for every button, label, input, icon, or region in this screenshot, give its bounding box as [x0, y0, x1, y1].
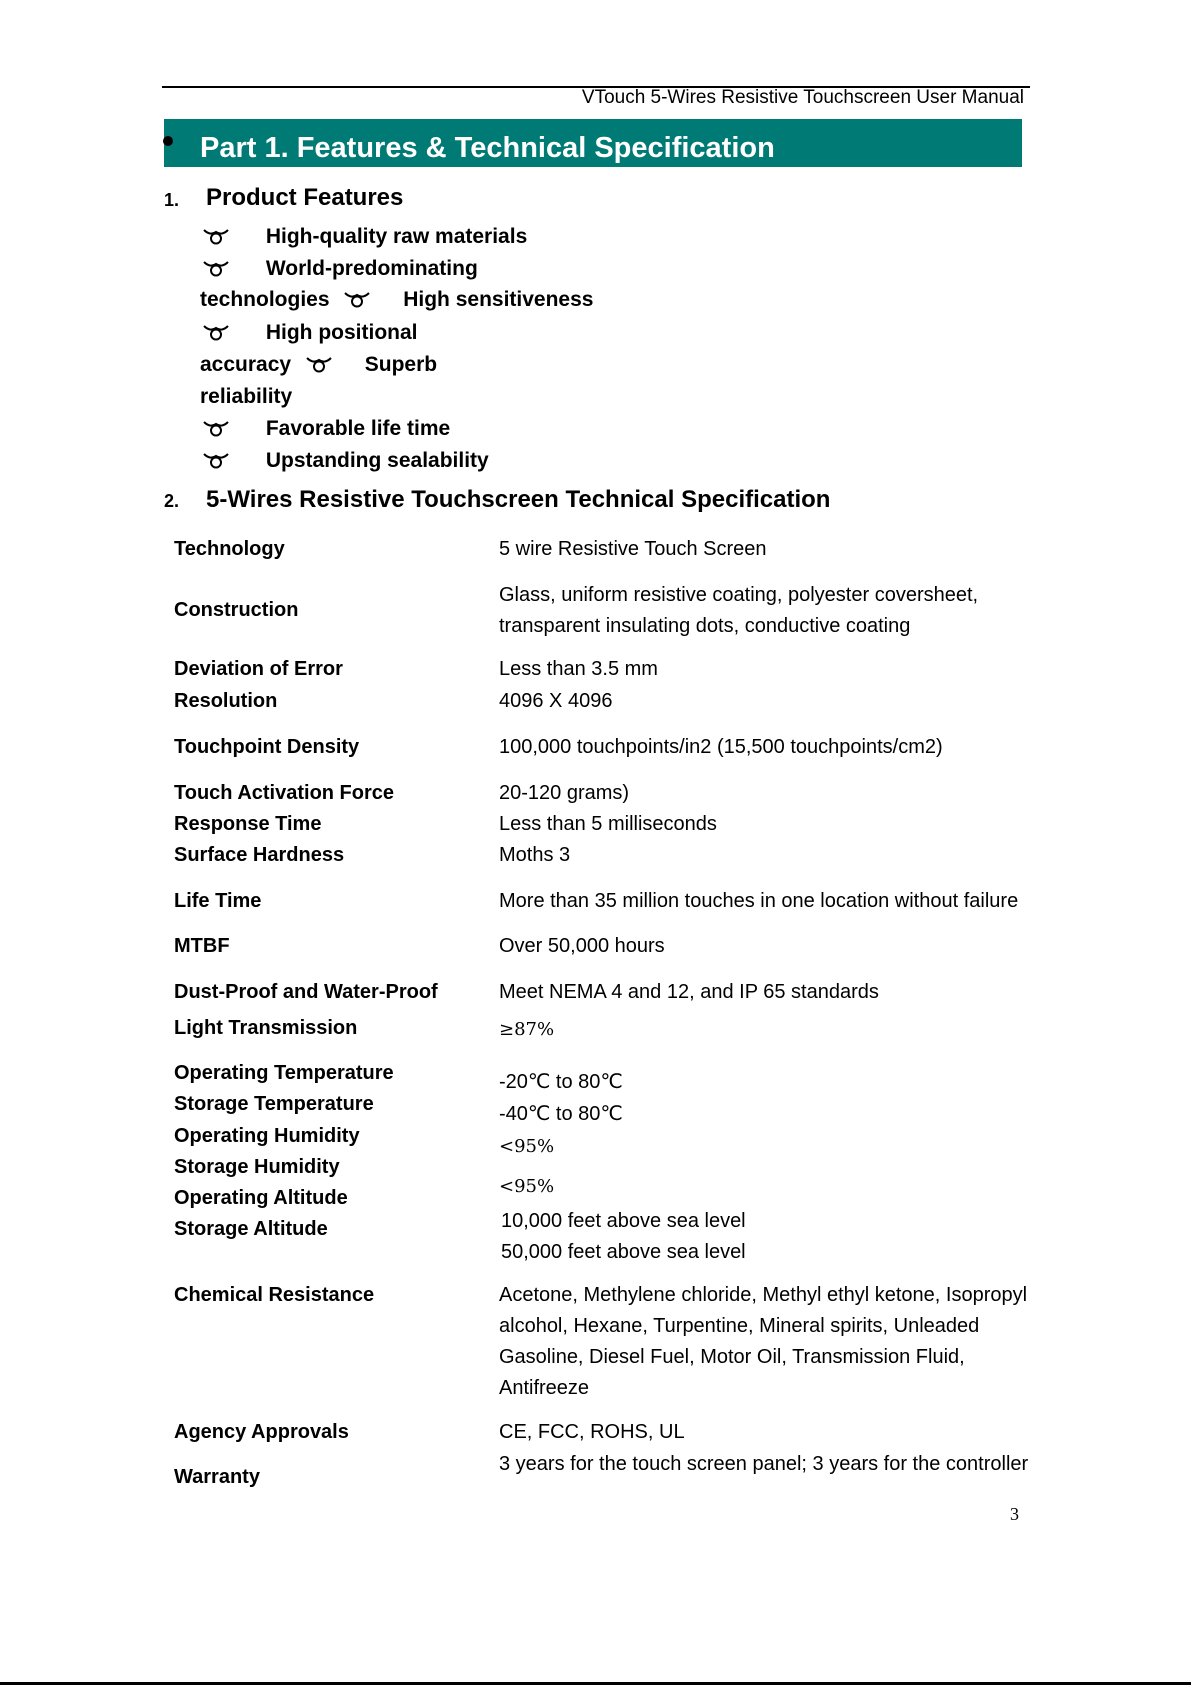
feature-text: Favorable life time	[265, 417, 451, 440]
section-title-features: Product Features	[206, 184, 404, 211]
spec-value-chem: Acetone, Methylene chloride, Methyl ethyl ketone, Isopropyl alcohol, Hexane, Turpentine, Mineral spirits, Unleaded Gasoline, Diesel Fuel, Motor Oil, Transmission Fluid, Antifreeze	[499, 1284, 1028, 1399]
section-number: 1.	[164, 190, 180, 210]
spec-label-life: Life Time	[174, 890, 262, 912]
spec-label-hardness: Surface Hardness	[174, 844, 345, 866]
spec-label-chem: Chemical Resistance	[174, 1284, 375, 1306]
feature-text: Superb	[364, 353, 438, 376]
spec-label-construction: Construction	[174, 599, 299, 621]
taurus-bullet-icon	[202, 451, 230, 469]
taurus-bullet-icon	[343, 290, 371, 308]
taurus-bullet-icon	[202, 419, 230, 437]
feature-text: Upstanding sealability	[265, 449, 489, 472]
feature-line	[202, 224, 527, 250]
section-title-spec: 5-Wires Resistive Touchscreen Technical Specification	[206, 486, 831, 513]
spec-label-op-temp: Operating Temperature	[174, 1062, 394, 1084]
feature-text: accuracy	[200, 353, 292, 376]
section-number: 2.	[164, 491, 180, 511]
spec-value-resolution: 4096 X 4096	[499, 690, 613, 712]
spec-label-resolution: Resolution	[174, 690, 278, 712]
spec-value-light: ≥87%	[499, 1019, 555, 1040]
spec-value-op-temp: -20℃ to 80℃	[499, 1071, 623, 1093]
feature-line	[202, 320, 418, 346]
spec-value-force: 20-120 grams)	[499, 782, 630, 804]
spec-label-force: Touch Activation Force	[174, 782, 395, 804]
spec-value-op-alt: 10,000 feet above sea level	[501, 1210, 746, 1232]
feature-text: High sensitiveness	[403, 288, 594, 311]
spec-value-deviation: Less than 3.5 mm	[499, 658, 658, 680]
spec-value-mtbf: Over 50,000 hours	[499, 935, 665, 957]
spec-label-response: Response Time	[174, 813, 322, 835]
taurus-bullet-icon	[305, 355, 333, 373]
spec-label-light: Light Transmission	[174, 1017, 358, 1039]
feature-text: reliability	[200, 385, 293, 408]
feature-text: High positional	[265, 321, 418, 344]
part-title: Part 1. Features & Technical Specification	[200, 132, 775, 164]
feature-text: World-predominating	[265, 257, 478, 280]
feature-text: technologies	[200, 288, 330, 311]
bullet-dot-icon	[163, 136, 173, 146]
feature-text: High-quality raw materials	[265, 225, 528, 248]
spec-label-dust: Dust-Proof and Water-Proof	[174, 981, 438, 1003]
spec-label-st-hum: Storage Humidity	[174, 1156, 340, 1178]
spec-value-st-temp: -40℃ to 80℃	[499, 1103, 623, 1125]
spec-value-op-hum: <95%	[499, 1136, 555, 1157]
spec-label-warranty: Warranty	[174, 1466, 260, 1488]
taurus-bullet-icon	[202, 323, 230, 341]
spec-value-st-hum: <95%	[499, 1176, 555, 1197]
spec-label-technology: Technology	[174, 538, 285, 560]
spec-value-construction: Glass, uniform resistive coating, polyester coversheet, transparent insulating dots, conductive coating	[499, 584, 979, 637]
spec-value-dust: Meet NEMA 4 and 12, and IP 65 standards	[499, 981, 879, 1003]
feature-line	[202, 256, 478, 282]
spec-value-agency: CE, FCC, ROHS, UL	[499, 1421, 685, 1443]
feature-line	[200, 384, 292, 410]
spec-value-hardness: Moths 3	[499, 844, 571, 866]
feature-line	[200, 352, 437, 378]
page-number: 3	[1010, 1504, 1019, 1524]
feature-line	[202, 448, 489, 474]
spec-label-st-alt: Storage Altitude	[174, 1218, 328, 1240]
spec-value-response: Less than 5 milliseconds	[499, 813, 717, 835]
spec-label-op-alt: Operating Altitude	[174, 1187, 348, 1209]
spec-value-density: 100,000 touchpoints/in2 (15,500 touchpoints/cm2)	[499, 736, 943, 758]
spec-value-warranty: 3 years for the touch screen panel; 3 years for the controller	[499, 1453, 1029, 1475]
document-header-title: VTouch 5-Wires Resistive Touchscreen User Manual	[581, 87, 1024, 108]
taurus-bullet-icon	[202, 259, 230, 277]
spec-label-deviation: Deviation of Error	[174, 658, 343, 680]
spec-value-life: More than 35 million touches in one location without failure	[499, 890, 1019, 912]
spec-label-agency: Agency Approvals	[174, 1421, 349, 1443]
spec-label-st-temp: Storage Temperature	[174, 1093, 374, 1115]
spec-label-mtbf: MTBF	[174, 935, 230, 957]
feature-line	[200, 287, 593, 313]
spec-label-density: Touchpoint Density	[174, 736, 360, 758]
taurus-bullet-icon	[202, 227, 230, 245]
spec-label-op-hum: Operating Humidity	[174, 1125, 360, 1147]
feature-line	[202, 416, 450, 442]
spec-value-technology: 5 wire Resistive Touch Screen	[499, 538, 767, 560]
spec-value-st-alt: 50,000 feet above sea level	[501, 1241, 746, 1263]
